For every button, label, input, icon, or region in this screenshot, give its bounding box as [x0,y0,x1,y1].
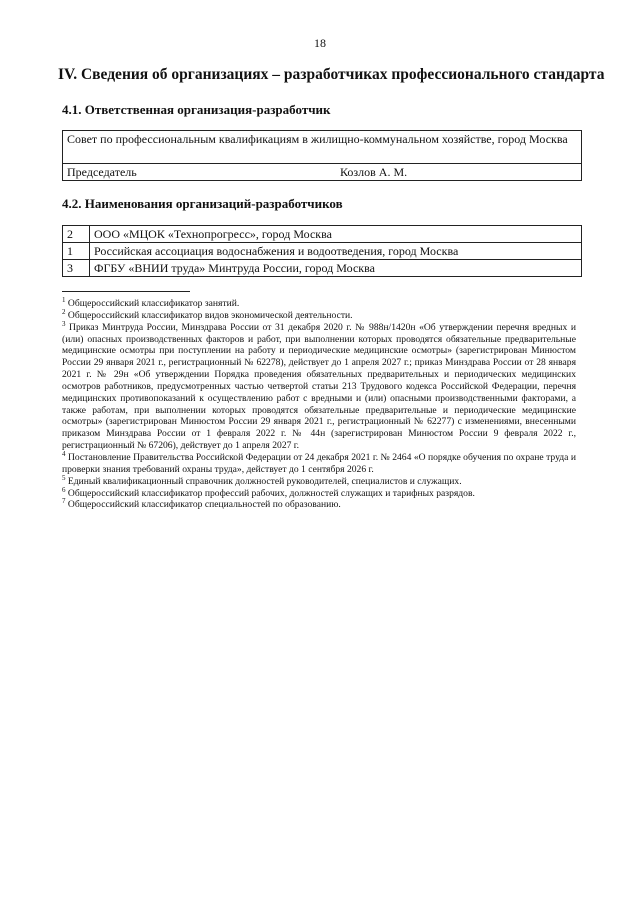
responsible-role: Председатель [63,164,337,181]
footnote-mark: 6 [62,485,66,494]
table-row [63,243,582,260]
table-row [63,226,582,243]
responsible-org-name: Совет по профессиональным квалификациям в жилищно-коммунальном хозяйстве, город Москва [63,131,582,164]
footnote-text: Приказ Минтруда России, Минздрава России от 31 декабря 2020 г. № 988н/1420н «Об утверждении перечня вредных и (или) опасных производственных факторов и работ, при выполнении которых проводятся обязательные предварительные медицинские осмотры при поступлении на работу и периодические медицинские осмотры» (зарегистрирован Минюстом России 29 января 2021 г., регистрационный № 62278), действует до 1 апреля 2027 г.; приказ Минздрава России от 28 января 2021 г. № 29н «Об утверждении Порядка проведения обязательных предварительных и периодических медицинских осмотров работников, предусмотренных частью четвертой статьи 213 Трудового кодекса Российской Федерации, перечня медицинских противопоказаний к осуществлению работ с вредными и (или) опасными производственными факторами, а также работам, при выполнении которых проводятся обязательные предварительные и периодические медицинские осмотры» (зарегистрирован Минюстом России 29 января 2021 г., регистрационный № 62277) с изменениями, внесенными приказом Минздрава России от 1 февраля 2022 г. № 44н (зарегистрирован Минюстом России 9 февраля 2022 г., регистрационный № 67206), действует до 1 апреля 2027 г. [62,321,576,452]
responsible-person: Козлов А. М. [336,164,582,181]
footnote-mark: 4 [62,449,66,458]
developer-orgs-table [62,225,582,277]
developer-orgs-heading: 4.2. Наименования организаций-разработчиков [62,196,343,211]
footnote [62,295,576,310]
developer-org-name: ООО «МЦОК «Технопрогресс», город Москва [90,226,582,243]
footnote [62,319,576,452]
row-number: 3 [63,260,90,277]
table-row [63,164,582,181]
footnotes [62,295,576,511]
developer-org-name: Российская ассоциация водоснабжения и водоотведения, город Москва [90,243,582,260]
responsible-org-heading: 4.1. Ответственная организация-разработчик [62,102,331,117]
footnote-mark: 1 [62,295,66,304]
responsible-org-table [62,130,582,181]
footnote [62,473,576,488]
section-title: IV. Сведения об организациях – разработчиках профессионального стандарта [58,66,605,83]
footnote-text: Общероссийский классификатор специальностей по образованию. [67,499,341,511]
footnote-divider [62,291,190,292]
footnote [62,449,576,476]
footnote [62,307,576,322]
footnote-text: Общероссийский классификатор профессий рабочих, должностей служащих и тарифных разрядов. [67,487,475,499]
footnote-text: Единый квалификационный справочник должностей руководителей, специалистов и служащих. [67,475,462,487]
footnote-mark: 3 [62,319,66,328]
footnote-mark: 2 [62,307,66,316]
footnote [62,485,576,500]
footnote [62,499,576,511]
footnote-text: Постановление Правительства Российской Федерации от 24 декабря 2021 г. № 2464 «О порядке обучения по охране труда и проверки знания требований охраны труда», действует до 1 сентября 2026 г. [62,451,576,475]
footnote-mark: 5 [62,473,66,482]
footnote-text: Общероссийский классификатор занятий. [67,298,240,309]
row-number: 2 [63,226,90,243]
table-row [63,260,582,277]
footnote-mark: 7 [62,497,66,506]
page-number: 18 [314,36,326,50]
table-row [63,131,582,164]
footnote-text: Общероссийский классификатор видов экономической деятельности. [67,309,353,321]
developer-org-name: ФГБУ «ВНИИ труда» Минтруда России, город Москва [90,260,582,277]
row-number: 1 [63,243,90,260]
